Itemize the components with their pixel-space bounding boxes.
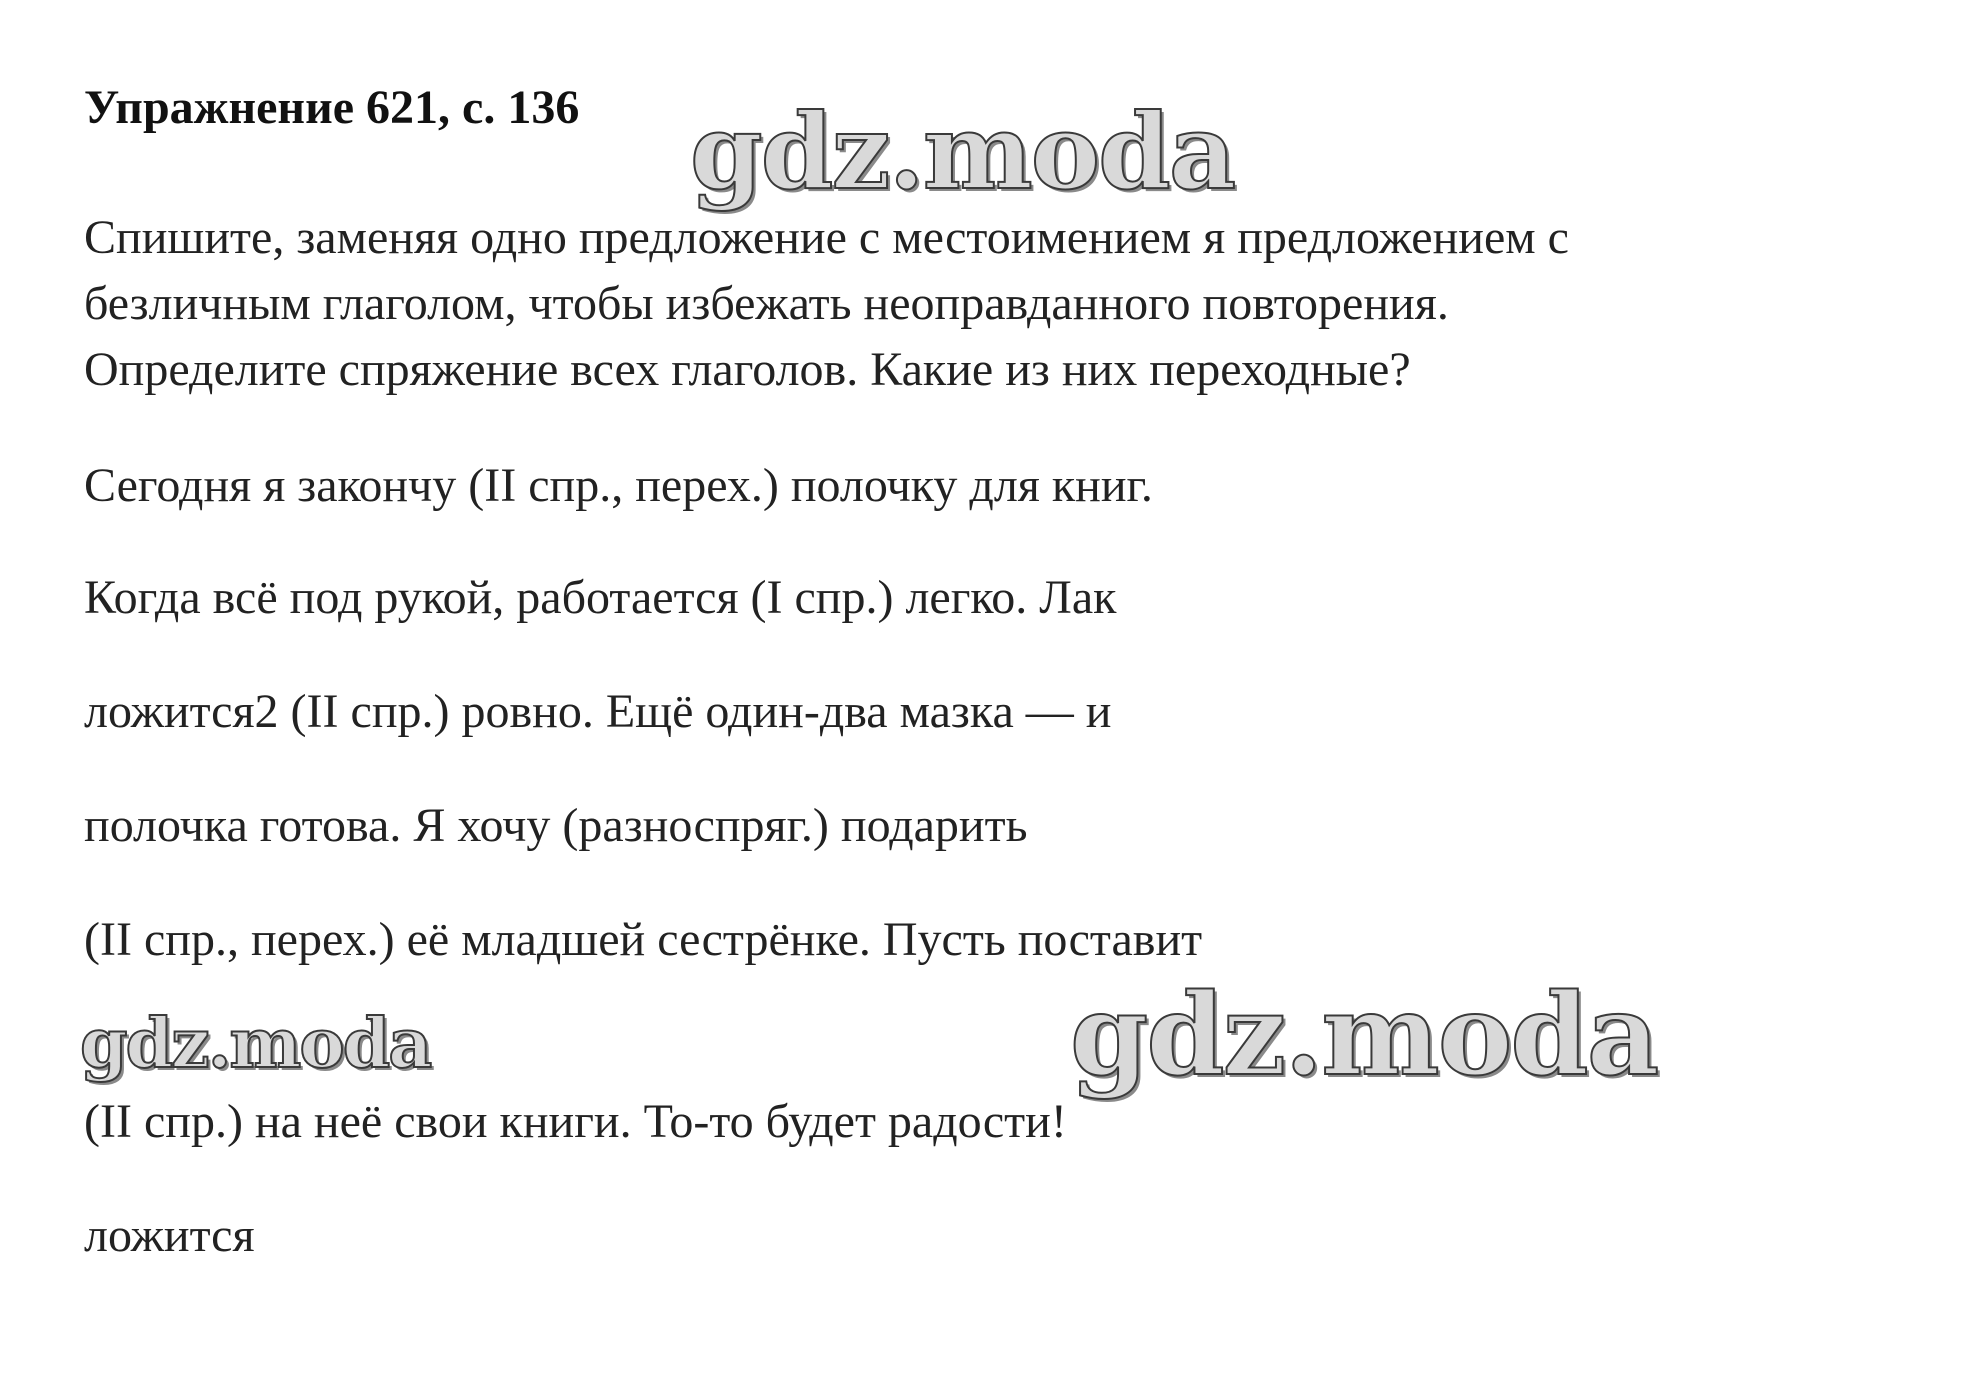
watermark: gdz.moda	[80, 1004, 431, 1084]
watermark: gdz.moda	[1070, 970, 1658, 1101]
answer-line: полочка готова. Я хочу (разноспряг.) подарить	[84, 799, 1028, 852]
task-line: Спишите, заменяя одно предложение с местоимением я предложением с	[84, 211, 1569, 264]
watermark: gdz.moda	[690, 90, 1235, 213]
task-line: Определите спряжение всех глаголов. Какие из них переходные?	[84, 343, 1411, 396]
answer-line: (II спр., перех.) её младшей сестрёнке. Пусть поставит	[84, 913, 1203, 966]
answer-line: ложится2 (II спр.) ровно. Ещё один-два мазка — и	[84, 685, 1112, 738]
answer-line: Когда всё под рукой, работается (I спр.) легко. Лак	[84, 571, 1117, 624]
answer-line: ложится	[84, 1209, 255, 1262]
exercise-heading: Упражнение 621, с. 136	[84, 81, 580, 134]
answer-line: Сегодня я закончу (II спр., перех.) полочку для книг.	[84, 459, 1153, 512]
answer-line: (II спр.) на неё свои книги. То-то будет радости!	[84, 1095, 1067, 1148]
task-line: безличным глаголом, чтобы избежать неоправданного повторения.	[84, 277, 1449, 330]
task-instructions	[84, 205, 1944, 403]
